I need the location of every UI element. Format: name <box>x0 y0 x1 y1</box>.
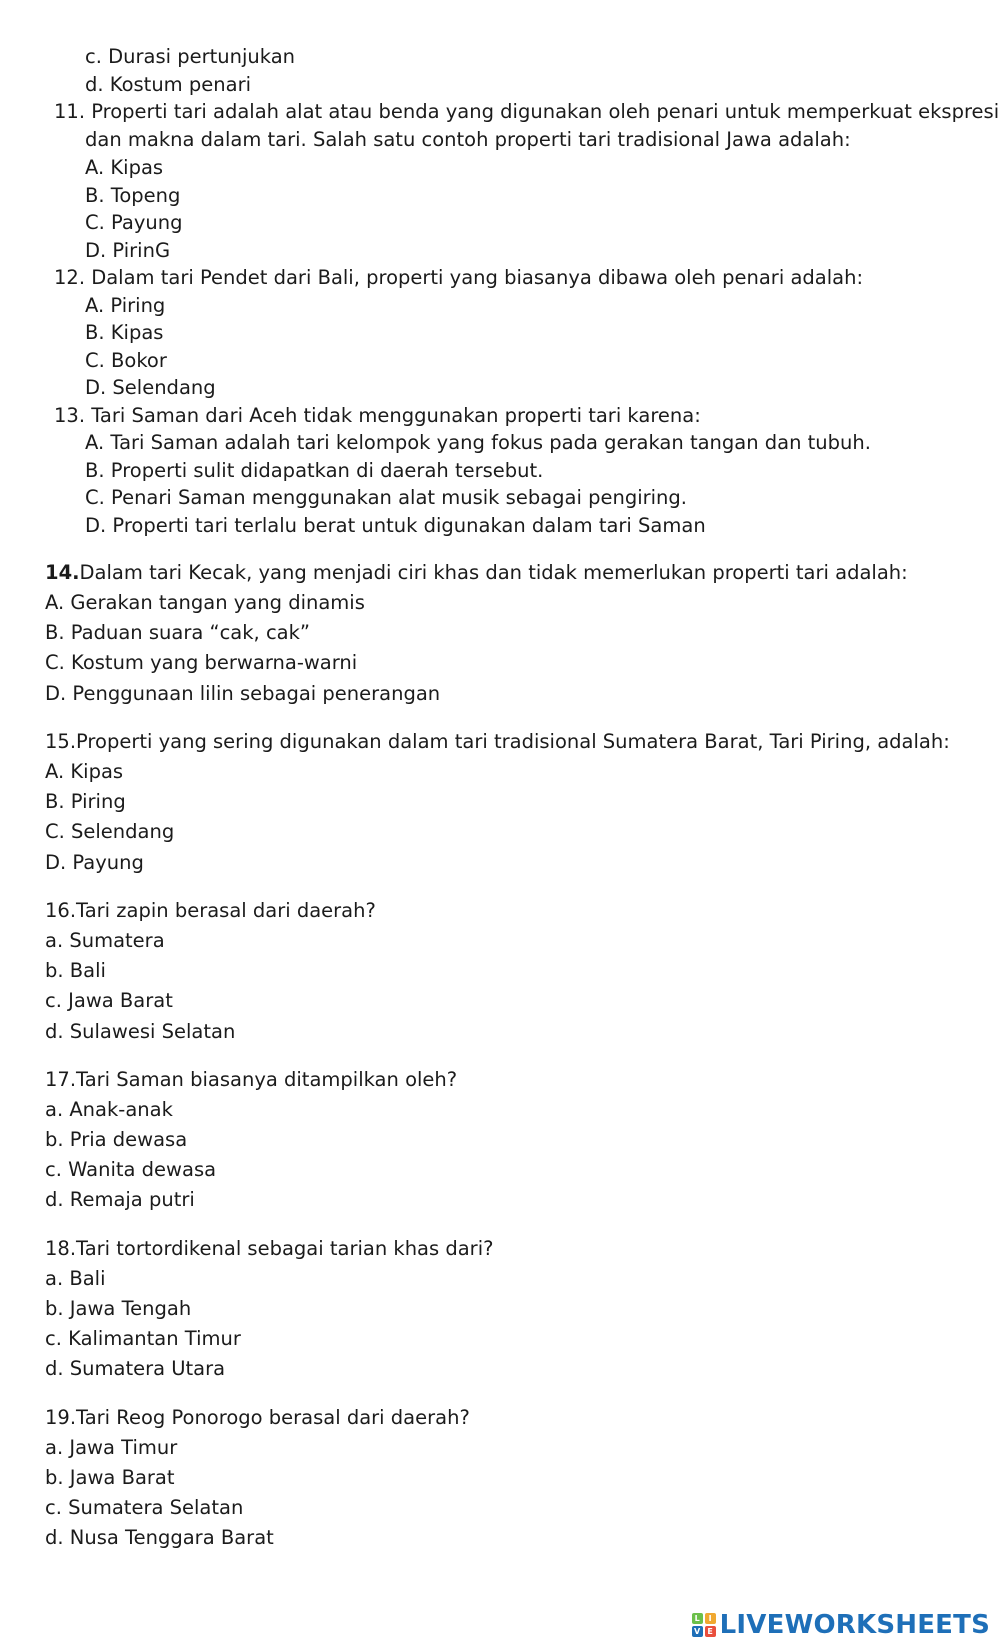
question-17-option-d: d. Remaja putri <box>45 1188 195 1211</box>
question-11-option-c: C. Payung <box>85 211 183 234</box>
question-17-option-a: a. Anak-anak <box>45 1098 173 1121</box>
question-12-option-d: D. Selendang <box>85 376 216 399</box>
liveworksheets-logo <box>692 1610 990 1640</box>
option-d-previous: d. Kostum penari <box>85 73 251 96</box>
logo-text: LIVEWORKSHEETS <box>719 1610 990 1640</box>
question-15-option-b: B. Piring <box>45 790 126 813</box>
question-16-option-d: d. Sulawesi Selatan <box>45 1020 236 1043</box>
question-12-option-b: B. Kipas <box>85 321 164 344</box>
question-18-option-b: b. Jawa Tengah <box>45 1297 192 1320</box>
question-14-number: 14. <box>45 561 80 584</box>
question-18-option-c: c. Kalimantan Timur <box>45 1327 241 1350</box>
question-11-text: 11. Properti tari adalah alat atau benda yang digunakan oleh penari untuk memperkuat ekspresi <box>54 100 1000 123</box>
question-12-text: 12. Dalam tari Pendet dari Bali, properti yang biasanya dibawa oleh penari adalah: <box>54 266 864 289</box>
logo-grid-cell: V <box>692 1626 703 1637</box>
question-17-option-c: c. Wanita dewasa <box>45 1158 217 1181</box>
question-14-body: Dalam tari Kecak, yang menjadi ciri khas dan tidak memerlukan properti tari adalah: <box>79 561 908 584</box>
logo-grid-cell: E <box>705 1626 716 1637</box>
logo-grid-icon <box>692 1613 716 1637</box>
question-19-option-b: b. Jawa Barat <box>45 1466 175 1489</box>
question-13-option-d: D. Properti tari terlalu berat untuk digunakan dalam tari Saman <box>85 514 706 537</box>
question-16-option-c: c. Jawa Barat <box>45 989 173 1012</box>
question-13-text: 13. Tari Saman dari Aceh tidak menggunakan properti tari karena: <box>54 404 701 427</box>
question-16-text: 16.Tari zapin berasal dari daerah? <box>45 899 376 922</box>
question-13-option-a: A. Tari Saman adalah tari kelompok yang fokus pada gerakan tangan dan tubuh. <box>85 431 871 454</box>
question-11-text-cont: dan makna dalam tari. Salah satu contoh properti tari tradisional Jawa adalah: <box>85 128 851 151</box>
question-17-option-b: b. Pria dewasa <box>45 1128 188 1151</box>
question-13-option-b: B. Properti sulit didapatkan di daerah tersebut. <box>85 459 544 482</box>
question-12-option-a: A. Piring <box>85 294 166 317</box>
option-c-previous: c. Durasi pertunjukan <box>85 45 296 68</box>
question-19-option-a: a. Jawa Timur <box>45 1436 178 1459</box>
question-14-text <box>45 563 908 583</box>
question-13-option-c: C. Penari Saman menggunakan alat musik sebagai pengiring. <box>85 486 687 509</box>
question-15-option-c: C. Selendang <box>45 820 175 843</box>
question-11-option-a: A. Kipas <box>85 156 164 179</box>
question-11-option-b: B. Topeng <box>85 184 181 207</box>
question-15-text: 15.Properti yang sering digunakan dalam tari tradisional Sumatera Barat, Tari Piring, adalah: <box>45 730 950 753</box>
logo-grid-cell: L <box>692 1613 703 1624</box>
question-16-option-b: b. Bali <box>45 959 106 982</box>
question-14-option-d: D. Penggunaan lilin sebagai penerangan <box>45 682 441 705</box>
question-16-option-a: a. Sumatera <box>45 929 165 952</box>
logo-grid-cell: I <box>705 1613 716 1624</box>
question-11-option-d: D. PirinG <box>85 239 171 262</box>
question-15-option-d: D. Payung <box>45 851 144 874</box>
question-18-option-a: a. Bali <box>45 1267 106 1290</box>
question-17-text: 17.Tari Saman biasanya ditampilkan oleh? <box>45 1068 458 1091</box>
question-19-text: 19.Tari Reog Ponorogo berasal dari daerah? <box>45 1406 470 1429</box>
question-18-option-d: d. Sumatera Utara <box>45 1357 226 1380</box>
question-14-option-c: C. Kostum yang berwarna-warni <box>45 651 358 674</box>
question-18-text: 18.Tari tortordikenal sebagai tarian khas dari? <box>45 1237 494 1260</box>
question-19-option-d: d. Nusa Tenggara Barat <box>45 1526 274 1549</box>
question-15-option-a: A. Kipas <box>45 760 124 783</box>
question-14-option-a: A. Gerakan tangan yang dinamis <box>45 591 365 614</box>
question-19-option-c: c. Sumatera Selatan <box>45 1496 244 1519</box>
question-14-option-b: B. Paduan suara “cak, cak” <box>45 621 311 644</box>
question-12-option-c: C. Bokor <box>85 349 167 372</box>
